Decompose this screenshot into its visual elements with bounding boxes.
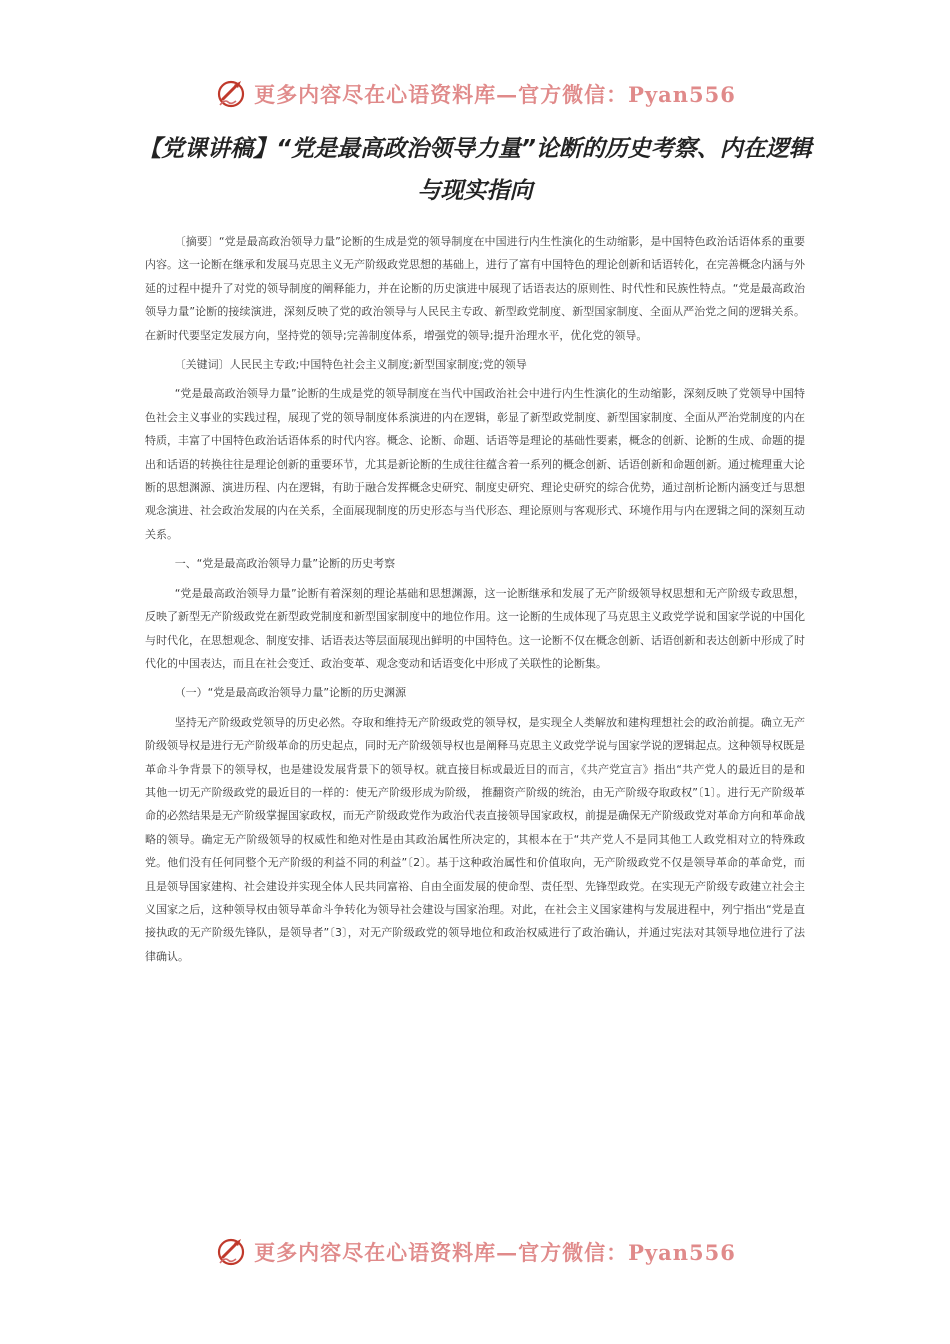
watermark-banner-top: [0, 74, 950, 114]
subsection-heading-1: （一）“党是最高政治领导力量”论断的历史渊源: [174, 686, 407, 700]
watermark-banner-bottom: [0, 1232, 950, 1272]
brand-logo-icon: [214, 1235, 248, 1269]
intro-paragraph: “党是最高政治领导力量”论断的生成是党的领导制度在当代中国政治社会中进行内生性演化的生动缩影，深刻反映了党领导中国特色社会主义事业的实践过程，展现了党的领导制度体系演进的内在逻辑，彰显了新型政党制度、新型国家制度、全面从严治党制度的内在特质，丰富了中国特色政治话语体系的时代内容。概念、论断、命题、话语等是理论的基础性要素，概念的创新、论断的生成、命题的提出和话语的转换往往是理论创新的重要环节，尤其是新论断的生成往往蕴含着一系列的概念创新、话语创新和命题创新。通过梳理重大论断的思想渊源、演进历程、内在逻辑，有助于融合发挥概念史研究、制度史研究、理论史研究的综合优势，通过剖析论断内涵变迁与思想观念演进、社会政治发展的内在关系，全面展现制度的历史形态与当代形态、理论原则与客观形式、环境作用与内在逻辑之间的深刻互动关系。: [145, 387, 805, 541]
watermark-text: 更多内容尽在心语资料库—官方微信：Pyan556: [254, 82, 736, 107]
document-title: [100, 128, 850, 212]
body-paragraph: 坚持无产阶级政党领导的历史必然。夺取和维持无产阶级政党的领导权，是实现全人类解放和建构理想社会的政治前提。确立无产阶级领导权是进行无产阶级革命的历史起点，同时无产阶级领导权也是阐释马克思主义政党学说与国家学说的逻辑起点。这种领导权既是革命斗争背景下的领导权，也是建设发展背景下的领导权。就直接目标或最近目的而言，《共产党宣言》指出“共产党人的最近目的是和其他一切无产阶级政党的最近目的一样的：使无产阶级形成为阶级， 推翻资产阶级的统治，由无产阶级夺取政权”〔1〕。进行无产阶级革命的必然结果是无产阶级掌握国家政权，而无产阶级政党作为政治代表直接领导国家政权，前提是确保无产阶级政党对革命方向和革命战略的领导。确定无产阶级领导的权威性和绝对性是由其政治属性所决定的，其根本在于“共产党人不是同其他工人政党相对立的特殊政党。他们没有任何同整个无产阶级的利益不同的利益”〔2〕。基于这种政治属性和价值取向，无产阶级政党不仅是领导革命的革命党，而且是领导国家建构、社会建设并实现全体人民共同富裕、自由全面发展的使命型、责任型、先锋型政党。在实现无产阶级专政建立社会主义国家之后，这种领导权由领导革命斗争转化为领导社会建设与国家治理。对此，在社会主义国家建构与发展进程中，列宁指出“党是直接执政的无产阶级先锋队，是领导者”〔3〕，对无产阶级政党的领导地位和政治权威进行了政治确认，并通过宪法对其领导地位进行了法律确认。: [145, 715, 805, 963]
watermark-text: 更多内容尽在心语资料库—官方微信：Pyan556: [254, 1240, 736, 1265]
title-line-2: 与现实指向: [417, 178, 533, 204]
title-line-1: 【党课讲稿】“党是最高政治领导力量”论断的历史考察、内在逻辑: [138, 136, 812, 162]
brand-logo-icon: [214, 77, 248, 111]
document-body: [145, 230, 805, 968]
abstract-paragraph: 〔摘要〕“党是最高政治领导力量”论断的生成是党的领导制度在中国进行内生性演化的生动缩影，是中国特色政治话语体系的重要内容。这一论断在继承和发展马克思主义无产阶级政党思想的基础上，进行了富有中国特色的理论创新和话语转化，在完善概念内涵与外延的过程中提升了对党的领导制度的阐释能力，并在论断的历史演进中展现了话语表达的原则性、时代性和民族性特点。“党是最高政治领导力量”论断的接续演进，深刻反映了党的政治领导与人民民主专政、新型政党制度、新型国家制度、全面从严治党之间的逻辑关系。在新时代要坚定发展方向，坚持党的领导;完善制度体系，增强党的领导;提升治理水平，优化党的领导。: [145, 235, 805, 342]
keywords-paragraph: 〔关键词〕人民民主专政;中国特色社会主义制度;新型国家制度;党的领导: [174, 358, 527, 372]
section-heading-1: 一、“党是最高政治领导力量”论断的历史考察: [174, 557, 396, 571]
body-paragraph: “党是最高政治领导力量”论断有着深刻的理论基础和思想渊源，这一论断继承和发展了无产阶级领导权思想和无产阶级专政思想，反映了新型无产阶级政党在新型政党制度和新型国家制度中的地位作用。这一论断的生成体现了马克思主义政党学说和国家学说的中国化与时代化，在思想观念、制度安排、话语表达等层面展现出鲜明的中国特色。这一论断不仅在概念创新、话语创新和表达创新中形成了时代化的中国表达，而且在社会变迁、政治变革、观念变动和话语变化中形成了关联性的论断集。: [145, 586, 805, 670]
